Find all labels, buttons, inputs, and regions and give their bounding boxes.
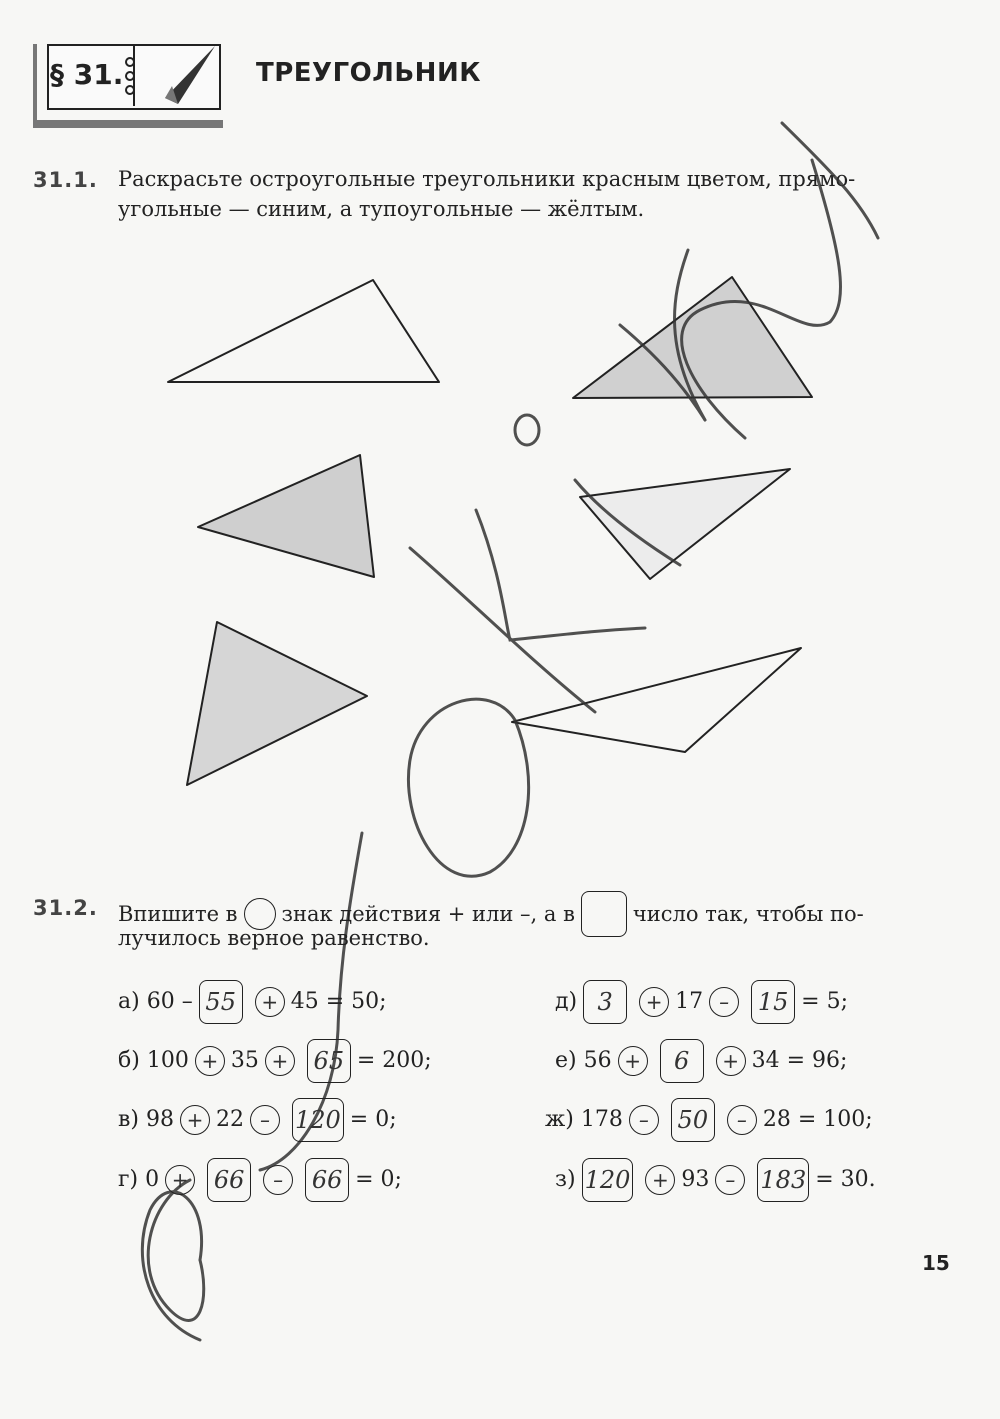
operator-circle[interactable]: +: [716, 1046, 746, 1076]
task1-text-line1: Раскрасьте остроугольные треугольники красным цветом, прямо-: [118, 167, 856, 191]
operator-circle[interactable]: +: [265, 1046, 295, 1076]
answer-box[interactable]: 3: [583, 980, 627, 1024]
answer-box[interactable]: 50: [671, 1098, 715, 1142]
eq-text: 178: [580, 1107, 623, 1132]
eq-text: 35: [230, 1048, 259, 1073]
equation-e: [555, 1039, 847, 1083]
eq-text: 34: [751, 1048, 780, 1073]
section-number: § 31.: [50, 58, 124, 91]
eq-text: 22: [215, 1107, 244, 1132]
task2-text-part2: знак действия + или –, а в: [281, 902, 575, 926]
triangle-1[interactable]: [168, 280, 439, 382]
eq-text: 0: [145, 1167, 160, 1192]
operator-circle[interactable]: +: [639, 987, 669, 1017]
triangle-5[interactable]: [187, 622, 367, 785]
operator-circle[interactable]: +: [165, 1165, 195, 1195]
operator-circle[interactable]: +: [618, 1046, 648, 1076]
operator-circle[interactable]: +: [645, 1165, 675, 1195]
task1-text-line2: угольные — синим, а тупоугольные — жёлтым.: [118, 197, 645, 221]
triangle-4[interactable]: [580, 469, 790, 579]
eq-label: г): [118, 1167, 139, 1192]
operator-circle[interactable]: +: [180, 1105, 210, 1135]
answer-box[interactable]: 66: [207, 1158, 251, 1202]
operator-circle[interactable]: –: [715, 1165, 745, 1195]
task2-text-part1: Впишите в: [118, 902, 238, 926]
eq-label: е): [555, 1048, 577, 1073]
task2-text-part3: число так, чтобы по-: [632, 902, 864, 926]
eq-text: = 0;: [349, 1107, 397, 1132]
eq-text: = 30.: [815, 1167, 876, 1192]
triangle-6[interactable]: [512, 648, 801, 752]
eq-label: а): [118, 989, 140, 1014]
answer-box[interactable]: 120: [292, 1098, 344, 1142]
task2-text-line2: лучилось верное равенство.: [118, 926, 430, 950]
eq-text: 100: [146, 1048, 189, 1073]
task-number-31-1: 31.1.: [33, 168, 98, 192]
eq-label: б): [118, 1048, 140, 1073]
eq-text: 56: [583, 1048, 612, 1073]
equation-zh: [545, 1098, 873, 1142]
eq-text: 17: [675, 989, 704, 1014]
page-number: 15: [922, 1251, 950, 1275]
eq-text: = 200;: [356, 1048, 432, 1073]
eq-label: з): [555, 1167, 576, 1192]
eq-text: 28: [762, 1107, 791, 1132]
equation-z: [555, 1158, 876, 1202]
equation-g: [118, 1158, 402, 1202]
operator-circle[interactable]: –: [263, 1165, 293, 1195]
eq-text: 93: [681, 1167, 710, 1192]
task-number-31-2: 31.2.: [33, 896, 98, 920]
triangle-3[interactable]: [198, 455, 374, 577]
eq-label: д): [555, 989, 578, 1014]
eq-text: 98: [145, 1107, 174, 1132]
answer-box[interactable]: 6: [660, 1039, 704, 1083]
answer-box[interactable]: 183: [757, 1158, 809, 1202]
answer-box[interactable]: 120: [582, 1158, 634, 1202]
eq-label: в): [118, 1107, 139, 1132]
answer-box[interactable]: 65: [307, 1039, 351, 1083]
answer-box[interactable]: 15: [751, 980, 795, 1024]
eq-text: = 96;: [786, 1048, 848, 1073]
eq-text: = 5;: [801, 989, 848, 1014]
eq-text: = 0;: [355, 1167, 402, 1192]
operator-circle[interactable]: –: [250, 1105, 280, 1135]
answer-box[interactable]: 66: [305, 1158, 349, 1202]
sample-box: [581, 891, 627, 937]
operator-circle[interactable]: +: [195, 1046, 225, 1076]
operator-circle[interactable]: –: [629, 1105, 659, 1135]
equation-b: [118, 1039, 432, 1083]
equation-v: [118, 1098, 397, 1142]
equation-d: [555, 980, 848, 1024]
eq-text: 45 = 50;: [290, 989, 387, 1014]
eq-label: ж): [545, 1107, 574, 1132]
operator-circle[interactable]: +: [255, 987, 285, 1017]
page-title: ТРЕУГОЛЬНИК: [256, 58, 481, 88]
eq-text: = 100;: [797, 1107, 873, 1132]
equation-a: [118, 980, 387, 1024]
answer-box[interactable]: 55: [199, 980, 243, 1024]
triangle-2[interactable]: [573, 277, 812, 398]
operator-circle[interactable]: –: [709, 987, 739, 1017]
operator-circle[interactable]: –: [727, 1105, 757, 1135]
eq-text: 60 –: [146, 989, 193, 1014]
